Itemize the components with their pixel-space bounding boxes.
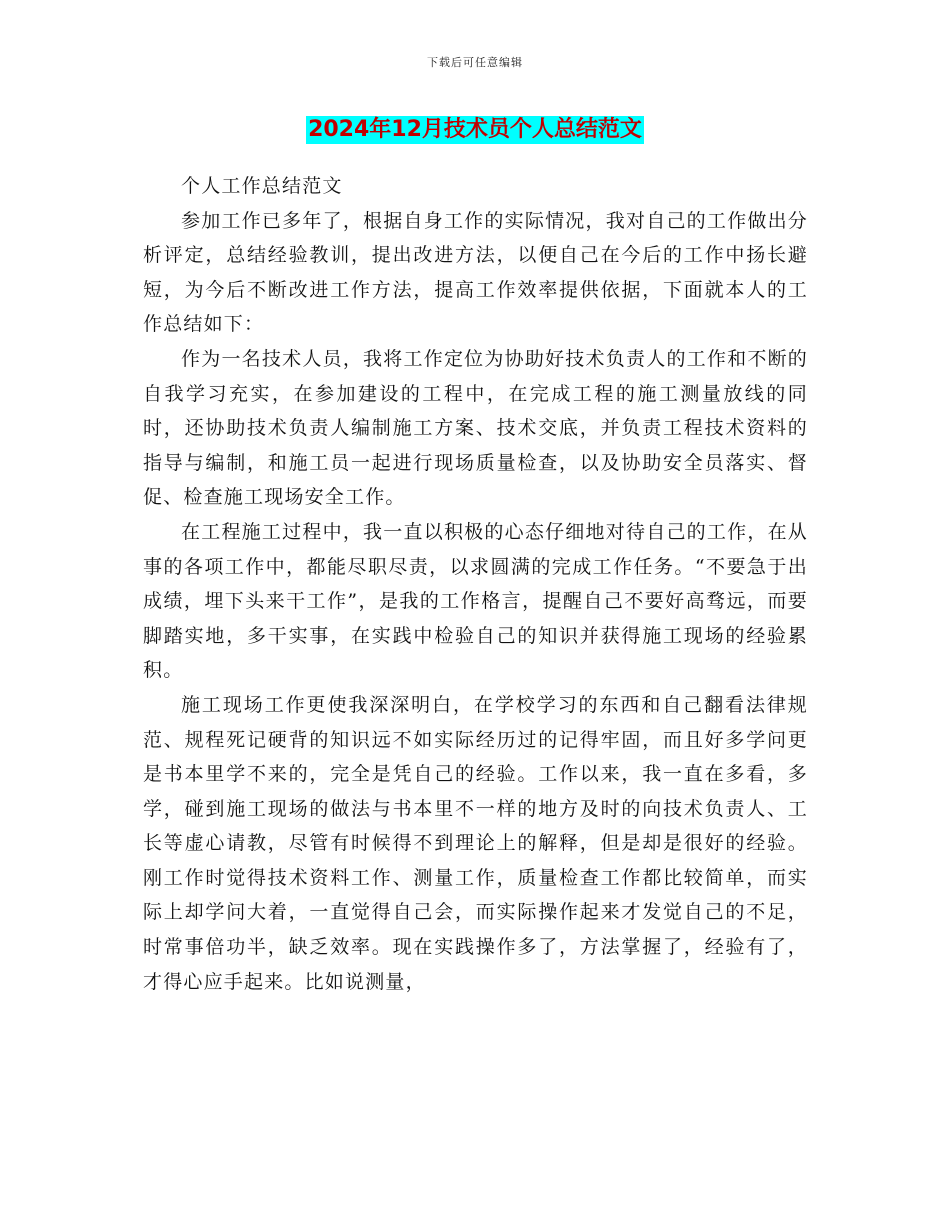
- title-container: [0, 116, 950, 144]
- paragraph-subtitle: 个人工作总结范文: [181, 175, 343, 197]
- document-title: 2024年12月技术员个人总结范文: [308, 117, 642, 142]
- document-body: [143, 169, 808, 999]
- paragraph: 在工程施工过程中，我一直以积极的心态仔细地对待自己的工作，在从事的各项工作中，都能尽职尽责，以求圆满的完成工作任务。“不要急于出成绩，埋下头来干工作”，是我的工作格言，提醒自己不要好高骛远，而要脚踏实地，多干实事，在实践中检验自己的知识并获得施工现场的经验累积。: [143, 520, 808, 682]
- paragraph: 参加工作已多年了，根据自身工作的实际情况，我对自己的工作做出分析评定，总结经验教训，提出改进方法，以便自己在今后的工作中扬长避短，为今后不断改进工作方法，提高工作效率提供依据，下面就本人的工作总结如下：: [143, 209, 808, 336]
- paragraph: 施工现场工作更使我深深明白，在学校学习的东西和自己翻看法律规范、规程死记硬背的知识远不如实际经历过的记得牢固，而且好多学问更是书本里学不来的，完全是凭自己的经验。工作以来，我一直在多看，多学，碰到施工现场的做法与书本里不一样的地方及时的向技术负责人、工长等虚心请教，尽管有时候得不到理论上的解释，但是却是很好的经验。刚工作时觉得技术资料工作、测量工作，质量检查工作都比较简单，而实际上却学问大着，一直觉得自己会，而实际操作起来才发觉自己的不足，时常事倍功半，缺乏效率。现在实践操作多了，方法掌握了，经验有了，才得心应手起来。比如说测量，: [143, 693, 808, 993]
- paragraph: 作为一名技术人员，我将工作定位为协助好技术负责人的工作和不断的自我学习充实，在参加建设的工程中，在完成工程的施工测量放线的同时，还协助技术负责人编制施工方案、技术交底，并负责工程技术资料的指导与编制，和施工员一起进行现场质量检查，以及协助安全员落实、督促、检查施工现场安全工作。: [143, 347, 808, 509]
- header-note: 下载后可任意编辑: [427, 56, 523, 69]
